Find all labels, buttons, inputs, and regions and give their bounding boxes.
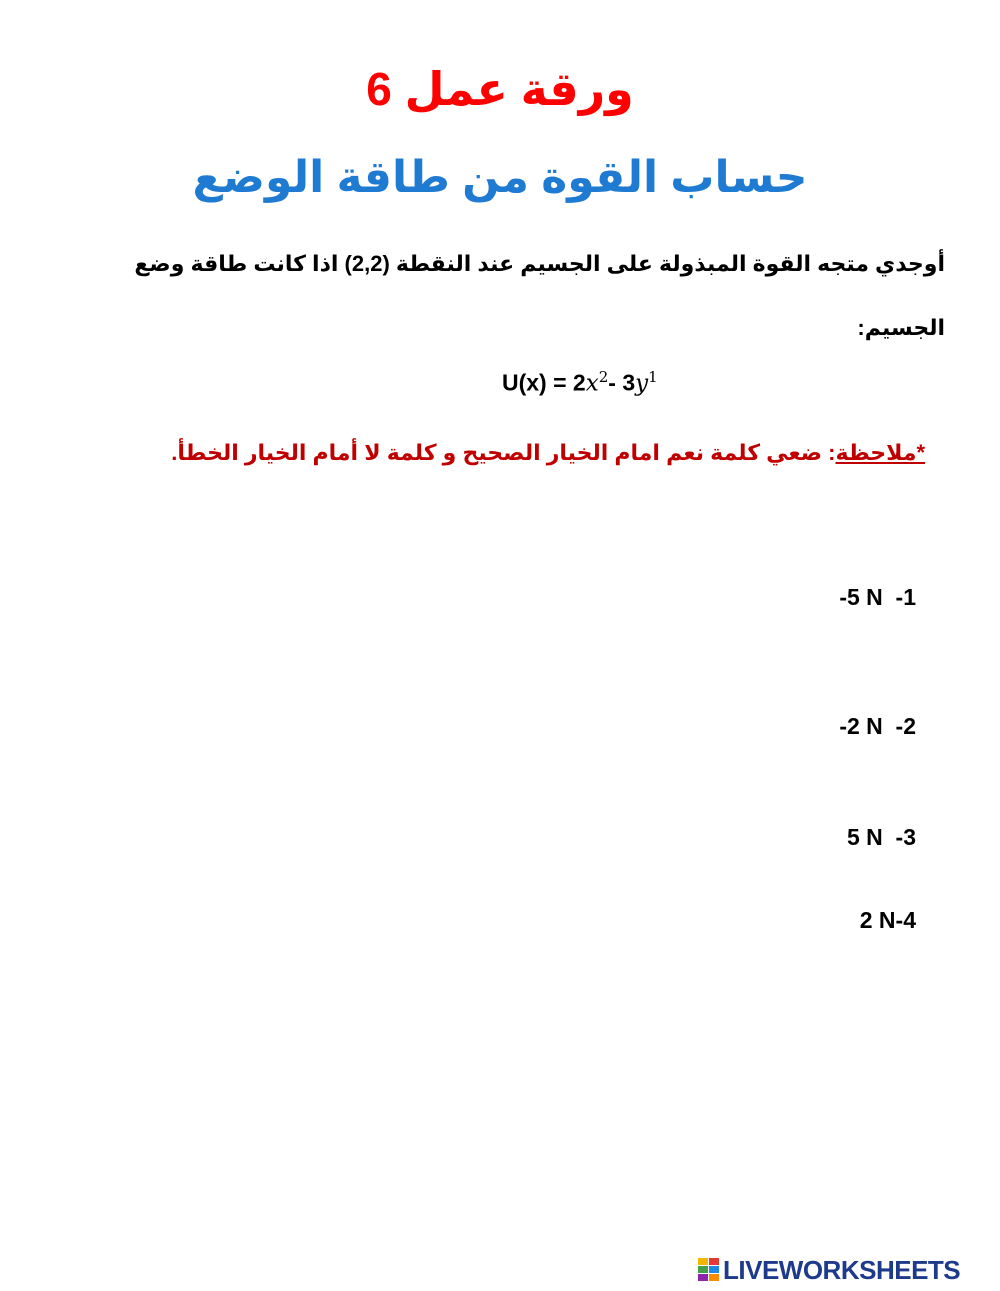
formula-mid: - 3	[608, 369, 636, 396]
formula-lhs: U(x) = 2	[502, 369, 586, 396]
answer-option-4[interactable]: 2 N-4	[859, 907, 916, 933]
answer-option-2[interactable]: -2 N -2	[839, 713, 916, 739]
worksheet-title: ورقة عمل 6	[366, 63, 634, 115]
formula-exp-y: 1	[648, 368, 658, 386]
answer-option-1[interactable]: -5 N -1	[839, 584, 916, 610]
question-text: أوجدي متجه القوة المبذولة على الجسيم عند النقطة (2,2) اذا كانت طاقة وضع الجسيم:	[134, 251, 945, 340]
worksheet-subtitle: حساب القوة من طاقة الوضع	[192, 153, 808, 202]
formula-exp-x: 2	[598, 368, 609, 386]
potential-energy-formula	[502, 368, 658, 397]
note-text: : ضعي كلمة نعم امام الخيار الصحيح و كلمة لا أمام الخيار الخطأ.	[171, 440, 836, 465]
liveworksheets-brand	[698, 1255, 960, 1285]
formula-var-x: 𝑥	[585, 370, 599, 397]
answer-option-3[interactable]: 5 N -3	[846, 824, 916, 850]
liveworksheets-logo-icon	[698, 1258, 720, 1282]
note-label: *ملاحظة	[835, 440, 925, 465]
formula-var-y: 𝑦	[635, 370, 649, 397]
instruction-note	[125, 440, 925, 466]
liveworksheets-brand-text: LIVEWORKSHEETS	[723, 1254, 961, 1285]
